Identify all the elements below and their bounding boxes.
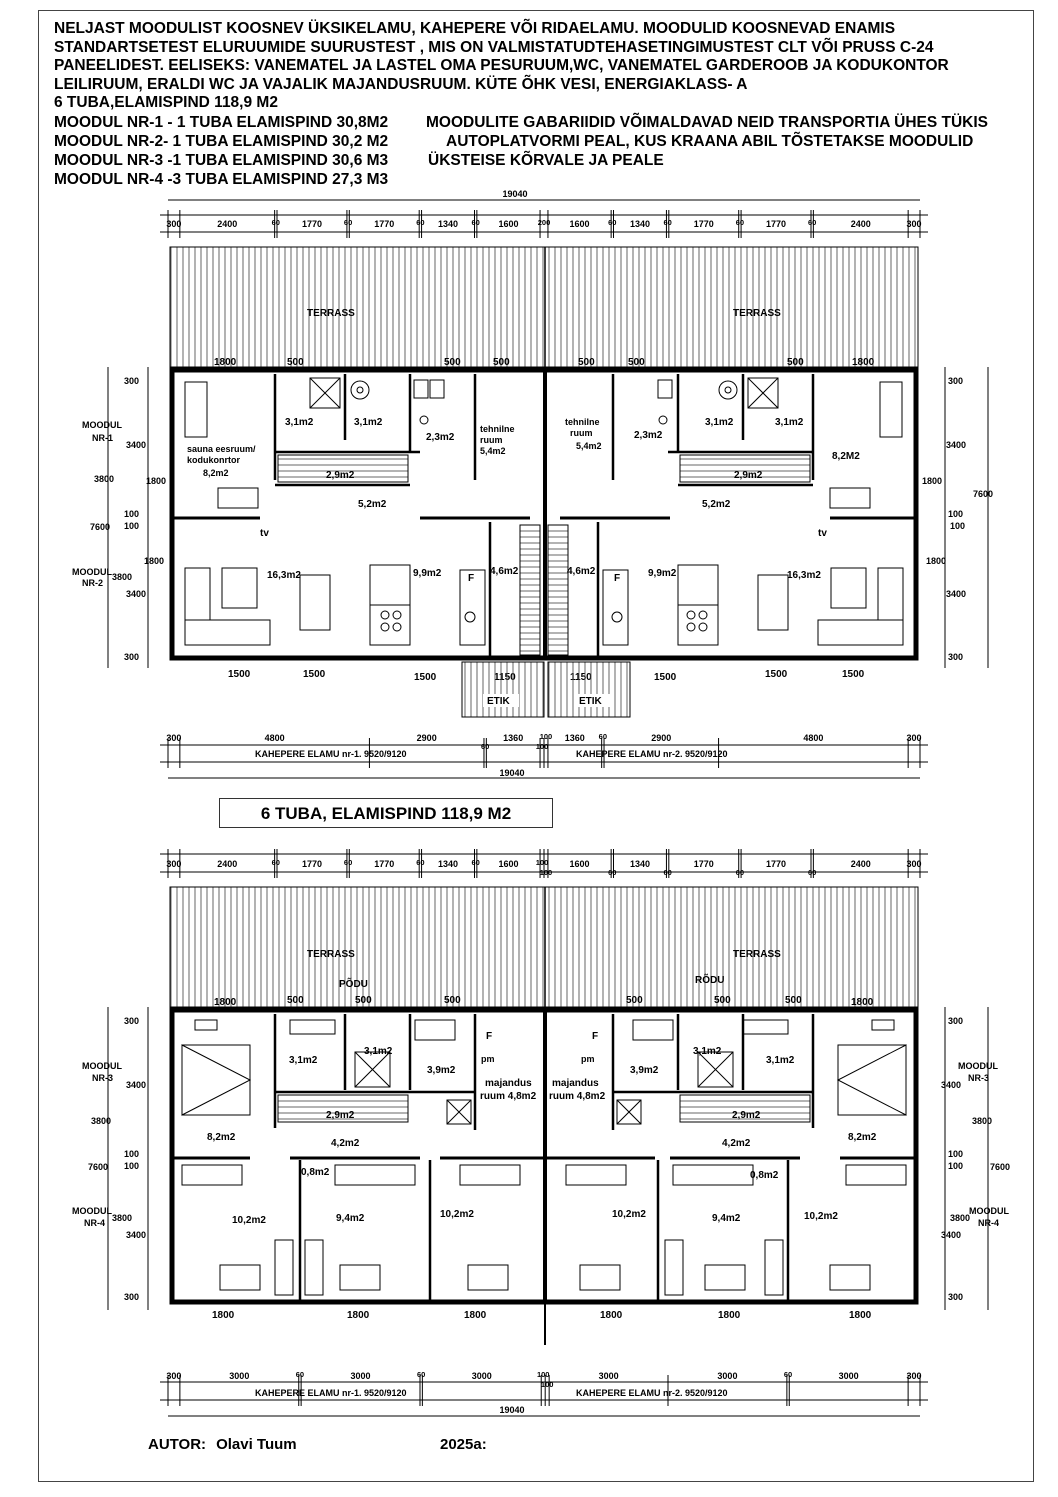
room-label: pm [481, 1054, 495, 1064]
room-name: tehnilne [480, 424, 515, 434]
house-label: KAHEPERE ELAMU nr-1. 9520/9120 [255, 1388, 407, 1398]
room-area: 3,1m2 [289, 1055, 318, 1066]
side-dim: 300 [948, 652, 964, 662]
terrace-label: TERRASS [733, 308, 781, 319]
side-dim: 3800 [950, 1213, 971, 1223]
window-dim: 1500 [765, 669, 788, 680]
dimension-label: 60 [598, 732, 608, 741]
transport-line: MOODULITE GABARIIDID VÕIMALDAVAD NEID TRANSPORTIA ÜHES TÜKIS [426, 114, 989, 131]
window-dim: 500 [714, 995, 731, 1006]
dimension-label: 300 [906, 219, 922, 229]
room-label: F [486, 1031, 493, 1042]
room-area: 3,1m2 [705, 417, 734, 428]
total-dimension: 19040 [499, 1405, 525, 1415]
window-dim: 1500 [654, 672, 677, 683]
transport-line: AUTOPLATVORMI PEAL, KUS KRAANA ABIL TÕSTETAKSE MOODULID [446, 133, 974, 150]
window-dim: 500 [287, 357, 304, 368]
author-label: AUTOR: [148, 1436, 207, 1453]
side-dim: 100 [948, 1149, 964, 1159]
side-dim: 1800 [144, 556, 165, 566]
room-area: 3,9m2 [630, 1065, 659, 1076]
room-labels-right [549, 1031, 877, 1224]
side-dim: 3400 [941, 1230, 962, 1240]
plan-ground-floor [72, 189, 993, 778]
room-area: 2,9m2 [734, 470, 763, 481]
house-label: KAHEPERE ELAMU nr-1. 9520/9120 [255, 749, 407, 759]
room-name: majandus [485, 1078, 532, 1089]
side-dim: 300 [948, 1292, 964, 1302]
dimension-label: 300 [166, 733, 182, 743]
room-area: 9,9m2 [648, 568, 677, 579]
dimension-label: 300 [906, 859, 922, 869]
room-area: 2,9m2 [326, 1110, 355, 1121]
plan-upper-floor [72, 849, 1010, 1416]
room-area: 3,1m2 [766, 1055, 795, 1066]
dimension-label: 3000 [838, 1371, 859, 1381]
dimension-label: 60 [480, 742, 490, 751]
room-area: 10,2m2 [440, 1209, 474, 1220]
dimension-label: 1360 [503, 733, 524, 743]
dimension-label: 1600 [569, 859, 590, 869]
side-dim: 300 [948, 1016, 964, 1026]
window-dim: 500 [626, 995, 643, 1006]
module-label: MOODUL [72, 567, 112, 577]
room-area: 9,4m2 [712, 1213, 741, 1224]
dimension-label: 1770 [374, 219, 395, 229]
dimension-label: 2400 [217, 219, 238, 229]
dimension-label: 1770 [693, 859, 714, 869]
fridge-label: F [614, 573, 621, 584]
module-label: NR-4 [978, 1218, 1000, 1228]
dimension-label: 60 [808, 218, 817, 227]
window-dim: 500 [355, 995, 372, 1006]
window-dim: 1800 [464, 1310, 487, 1321]
module-label: MOODUL [82, 1061, 122, 1071]
floor-title: 6 TUBA, ELAMISPIND 118,9 M2 [219, 798, 553, 828]
window-dim: 1500 [228, 669, 251, 680]
module-line: MOODUL NR-2- 1 TUBA ELAMISPIND 30,2 M2 [54, 133, 389, 150]
dimension-label: 2900 [416, 733, 437, 743]
module-line: MOODUL NR-4 -3 TUBA ELAMISPIND 27,3 M3 [54, 171, 389, 188]
window-dim: 1500 [842, 669, 865, 680]
dimension-label: 60 [271, 218, 280, 227]
window-dim: 500 [578, 357, 595, 368]
side-dim: 100 [948, 509, 964, 519]
balcony-label: RÕDU [695, 975, 725, 986]
window-dim: 1800 [849, 1310, 872, 1321]
dimension-label: 1360 [564, 733, 585, 743]
room-area: 3,1m2 [285, 417, 314, 428]
dimension-label: 3000 [598, 1371, 619, 1381]
dimension-label: 60 [783, 1370, 793, 1379]
window-dim: 1800 [214, 997, 237, 1008]
dimension-label: 4800 [803, 733, 824, 743]
dimension-label: 3000 [229, 1371, 250, 1381]
module-label: NR-4 [84, 1218, 106, 1228]
window-dim: 1800 [347, 1310, 370, 1321]
entrance-porch [462, 662, 544, 717]
room-labels-left [187, 417, 519, 584]
module-label: MOODUL [72, 1206, 112, 1216]
room-area: 8,2m2 [848, 1132, 877, 1143]
side-dim: 7600 [88, 1162, 109, 1172]
tv-label: tv [260, 528, 269, 539]
side-dim: 3800 [112, 1213, 133, 1223]
room-area: 4,2m2 [722, 1138, 751, 1149]
dimension-label: 60 [271, 858, 280, 867]
side-dim: 7600 [90, 522, 111, 532]
side-dim: 3400 [126, 440, 147, 450]
room-name: kodukonrtor [187, 455, 240, 465]
dimension-label: 60 [608, 218, 617, 227]
room-area: 3,1m2 [693, 1046, 722, 1057]
dimension-label: 60 [343, 858, 353, 867]
module-label: MOODUL [969, 1206, 1009, 1216]
side-dim: 3800 [94, 474, 115, 484]
header-line: STANDARTSETEST ELURUUMIDE SUURUSTEST , MIS ON VALMISTATUDTEHASETINGIMUSTEST CLT VÕI PRUSS C-24 [54, 38, 934, 56]
window-dim: 1800 [718, 1310, 741, 1321]
window-dim: 500 [444, 995, 461, 1006]
total-dimension: 19040 [502, 189, 528, 199]
room-area: 8,2m2 [203, 468, 229, 478]
room-area: 5,2m2 [702, 499, 731, 510]
dimension-label: 300 [166, 859, 182, 869]
room-area: 4,6m2 [567, 566, 596, 577]
room-area: 8,2m2 [207, 1132, 236, 1143]
window-dim: 1500 [414, 672, 437, 683]
window-dim: 1500 [303, 669, 326, 680]
room-area: 0,8m2 [301, 1167, 330, 1178]
module-label: NR-3 [968, 1073, 990, 1083]
side-dim: 1800 [926, 556, 947, 566]
module-label: MOODUL [958, 1061, 998, 1071]
dimension-label: 300 [906, 1371, 922, 1381]
dimension-label: 100 [535, 742, 549, 751]
side-dim: 1800 [922, 476, 943, 486]
window-dim: 500 [787, 357, 804, 368]
room-name: tehnilne [565, 417, 600, 427]
dimension-label: 100 [539, 868, 553, 877]
house-label: KAHEPERE ELAMU nr-2. 9520/9120 [576, 1388, 728, 1398]
room-area: 10,2m2 [804, 1211, 838, 1222]
room-area: 4,6m2 [490, 566, 519, 577]
room-area: 2,3m2 [426, 432, 455, 443]
side-dim: 100 [124, 1149, 140, 1159]
room-area: 2,3m2 [634, 430, 663, 441]
window-dim: 500 [628, 357, 645, 368]
side-dim: 300 [124, 376, 140, 386]
house-label: KAHEPERE ELAMU nr-2. 9520/9120 [576, 749, 728, 759]
side-dim: 3800 [91, 1116, 112, 1126]
top-dimensions [166, 849, 921, 878]
dimension-label: 1600 [498, 859, 519, 869]
header-line: LEILIRUUM, ERALDI WC JA VAJALIK MAJANDUSRUUM. KÜTE ÕHK VESI, ENERGIAKLASS- A [54, 75, 748, 93]
side-dim: 7600 [973, 489, 994, 499]
staircase [520, 525, 540, 655]
author-block [148, 1436, 307, 1453]
terrace-label: TERRASS [307, 949, 355, 960]
module-line: MOODUL NR-1 - 1 TUBA ELAMISPIND 30,8M2 [54, 114, 389, 131]
balcony-label: PÕDU [339, 979, 368, 990]
tv-label: tv [818, 528, 827, 539]
side-dim: 3400 [941, 1080, 962, 1090]
dimension-label: 60 [471, 858, 480, 867]
side-dim: 100 [124, 521, 140, 531]
side-dim: 100 [124, 509, 140, 519]
room-area: 5,4m2 [576, 441, 602, 451]
fridge-label: F [468, 573, 475, 584]
side-dim: 300 [124, 1292, 140, 1302]
dimension-label: 1770 [301, 859, 322, 869]
dimension-label: 1770 [374, 859, 395, 869]
dimension-label: 4800 [264, 733, 285, 743]
dimension-label: 2400 [850, 859, 871, 869]
dimension-label: 100 [536, 1370, 550, 1379]
room-area: 2,9m2 [732, 1110, 761, 1121]
header-line: PANEELIDEST. EELISEKS: VANEMATEL JA LASTEL OMA PESURUUM,WC, VANEMATEL GARDEROOB JA KODUKONTOR [54, 57, 949, 74]
side-dim: 300 [948, 376, 964, 386]
window-dim: 500 [287, 995, 304, 1006]
window-dim: 1800 [212, 1310, 235, 1321]
dimension-label: 300 [166, 1371, 182, 1381]
room-area: 10,2m2 [232, 1215, 266, 1226]
window-dim: 1800 [852, 357, 875, 368]
outer-walls [172, 370, 916, 658]
author-name: Olavi Tuum [216, 1436, 297, 1453]
dimension-label: 60 [343, 218, 353, 227]
dimension-label: 1600 [569, 219, 590, 229]
top-dimensions [166, 210, 921, 238]
dimension-label: 60 [735, 868, 745, 877]
room-area: ruum 4,8m2 [549, 1091, 606, 1102]
dimension-label: 200 [537, 218, 551, 227]
window-dim: 1800 [214, 357, 237, 368]
dimension-label: 3000 [717, 1371, 738, 1381]
room-area: 5,4m2 [480, 446, 506, 456]
room-label: F [592, 1031, 599, 1042]
module-label: NR-3 [92, 1073, 114, 1083]
room-area: 5,2m2 [358, 499, 387, 510]
room-name: sauna eesruum/ [187, 444, 256, 454]
dimension-label: 100 [539, 732, 553, 741]
room-area: 3,1m2 [354, 417, 383, 428]
side-dim: 1800 [146, 476, 167, 486]
dimension-label: 60 [416, 858, 425, 867]
room-area: 9,9m2 [413, 568, 442, 579]
window-dim: 500 [444, 357, 461, 368]
dimension-label: 100 [535, 858, 549, 867]
room-name: majandus [552, 1078, 599, 1089]
room-labels-left [207, 1031, 537, 1226]
dimension-label: 60 [663, 218, 672, 227]
dimension-label: 2400 [850, 219, 871, 229]
room-name: ruum [570, 428, 593, 438]
room-area: 16,3m2 [267, 570, 301, 581]
dimension-label: 2400 [217, 859, 238, 869]
terrace-deck [170, 247, 918, 367]
transport-line: ÜKSTEISE KÕRVALE JA PEALE [428, 152, 664, 169]
room-name: ruum [480, 435, 503, 445]
side-dim: 3400 [946, 589, 967, 599]
room-area: 3,1m2 [775, 417, 804, 428]
side-dim: 3800 [112, 572, 133, 582]
window-dim: 500 [785, 995, 802, 1006]
dimension-label: 100 [540, 1380, 554, 1389]
side-dim: 100 [124, 1161, 140, 1171]
terrace-label: TERRASS [307, 308, 355, 319]
dimension-label: 1340 [438, 859, 459, 869]
terrace-label: TERRASS [733, 949, 781, 960]
staircase [548, 525, 568, 655]
room-labels-right [565, 417, 860, 584]
room-area: 8,2M2 [832, 451, 860, 462]
side-dim: 3400 [126, 1230, 147, 1240]
dimension-label: 1770 [693, 219, 714, 229]
etik-label: ETIK [579, 696, 602, 707]
room-area: 3,1m2 [364, 1046, 393, 1057]
header-line: 6 TUBA,ELAMISPIND 118,9 M2 [54, 94, 278, 111]
terrace-deck [170, 887, 918, 1007]
total-dimension: 19040 [499, 768, 525, 778]
window-dim: 500 [493, 357, 510, 368]
side-dim: 3400 [126, 1080, 147, 1090]
etik-label: ETIK [487, 696, 510, 707]
dimension-label: 1340 [629, 219, 650, 229]
dimension-label: 60 [663, 868, 672, 877]
module-line: MOODUL NR-3 -1 TUBA ELAMISPIND 30,6 M3 [54, 152, 389, 169]
side-dim: 100 [948, 1161, 964, 1171]
dimension-label: 60 [608, 868, 617, 877]
dimension-label: 1340 [629, 859, 650, 869]
dimension-label: 1340 [438, 219, 459, 229]
side-dim: 3400 [126, 589, 147, 599]
module-label: NR-1 [92, 433, 114, 443]
room-area: 0,8m2 [750, 1170, 779, 1181]
dimension-label: 60 [735, 218, 745, 227]
module-label: NR-2 [82, 578, 104, 588]
dimension-label: 3000 [471, 1371, 492, 1381]
side-dim: 3400 [946, 440, 967, 450]
dimension-label: 2900 [651, 733, 672, 743]
dimension-label: 1600 [498, 219, 519, 229]
side-dim: 3800 [972, 1116, 993, 1126]
dimension-label: 60 [417, 1370, 426, 1379]
room-area: 3,9m2 [427, 1065, 456, 1076]
room-area: 10,2m2 [612, 1209, 646, 1220]
dimension-label: 60 [808, 868, 817, 877]
dimension-label: 1770 [301, 219, 322, 229]
window-dim: 1800 [851, 997, 874, 1008]
dimension-label: 60 [295, 1370, 305, 1379]
entrance-porch [548, 662, 630, 717]
room-label: pm [581, 1054, 595, 1064]
side-dim: 7600 [990, 1162, 1011, 1172]
room-area: 9,4m2 [336, 1213, 365, 1224]
dimension-label: 300 [166, 219, 182, 229]
dimension-label: 60 [416, 218, 425, 227]
side-dim: 300 [124, 1016, 140, 1026]
year-label: 2025a: [440, 1436, 487, 1453]
module-label: MOODUL [82, 420, 122, 430]
window-dim: 1800 [600, 1310, 623, 1321]
side-dim: 300 [124, 652, 140, 662]
dimension-label: 1770 [766, 219, 787, 229]
room-area: 16,3m2 [787, 570, 821, 581]
header-line: NELJAST MOODULIST KOOSNEV ÜKSIKELAMU, KAHEPERE VÕI RIDAELAMU. MOODULID KOOSNEVAD ENAMIS [54, 20, 896, 37]
dimension-label: 1770 [766, 859, 787, 869]
dimension-label: 300 [906, 733, 922, 743]
room-area: ruum 4,8m2 [480, 1091, 537, 1102]
side-dim: 100 [950, 521, 966, 531]
dimension-label: 60 [471, 218, 480, 227]
dimension-label: 3000 [350, 1371, 371, 1381]
room-area: 2,9m2 [326, 470, 355, 481]
room-area: 4,2m2 [331, 1138, 360, 1149]
